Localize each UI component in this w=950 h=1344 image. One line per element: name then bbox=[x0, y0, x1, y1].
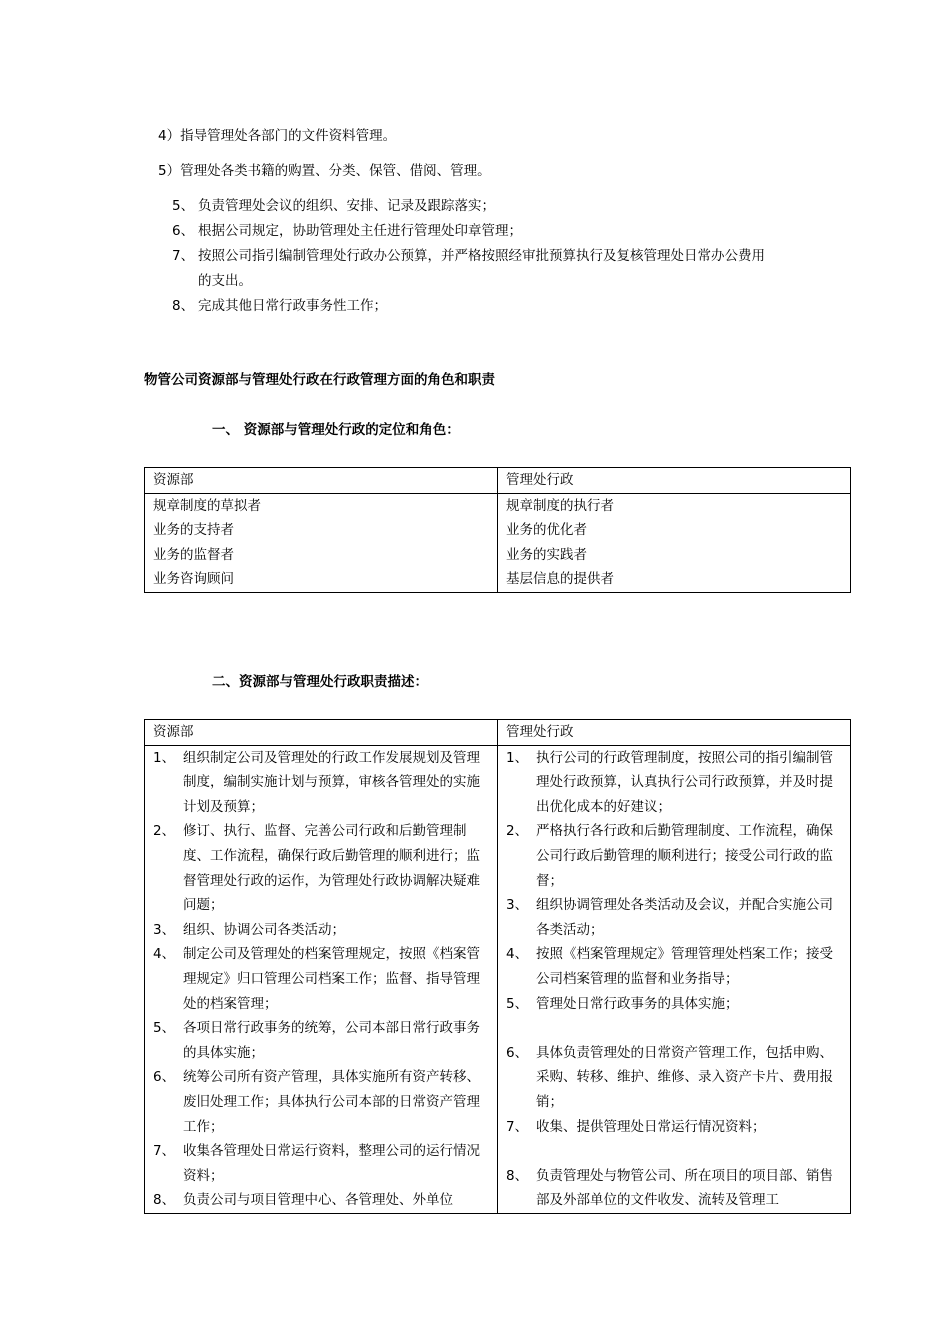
list-item-number: 7、 bbox=[506, 1118, 529, 1135]
intro-item-5 bbox=[158, 159, 491, 184]
list-item-text: 修订、执行、监督、完善公司行政和后勤管理制度、工作流程，确保行政后勤管理的顺利进行；监督管理处行政的运作，为管理处行政协调解决疑难问题； bbox=[183, 823, 480, 914]
list-item bbox=[506, 1041, 846, 1115]
duty-item-text: 完成其他日常行政事务性工作； bbox=[198, 298, 387, 314]
table-header-cell: 管理处行政 bbox=[498, 468, 851, 494]
list-item bbox=[506, 819, 846, 893]
list-item-number: 4、 bbox=[506, 946, 529, 963]
list-item-text: 各项日常行政事务的统筹，公司本部日常行政事务的具体实施； bbox=[183, 1020, 480, 1061]
duty-item-5 bbox=[172, 194, 495, 219]
list-item bbox=[153, 942, 493, 1016]
list-item bbox=[153, 746, 493, 820]
table-cell: 业务咨询顾问 bbox=[145, 567, 498, 592]
left-duties-cell bbox=[145, 745, 498, 1213]
list-item bbox=[506, 942, 846, 991]
list-item bbox=[153, 1139, 493, 1188]
intro-item-text: 管理处各类书籍的购置、分类、保管、借阅、管理。 bbox=[180, 163, 491, 179]
part1-title: 一、 资源部与管理处行政的定位和角色： bbox=[212, 422, 460, 438]
table-cell: 业务的优化者 bbox=[498, 518, 851, 543]
list-item-text: 统筹公司所有资产管理，具体实施所有资产转移、废旧处理工作；具体执行公司本部的日常资产管理工作； bbox=[183, 1069, 480, 1135]
list-item-text: 执行公司的行政管理制度，按照公司的指引编制管理处行政预算，认真执行公司行政预算，并及时提出优化成本的好建议； bbox=[536, 749, 833, 815]
duty-item-7 bbox=[172, 244, 765, 269]
duty-item-number: 5、 bbox=[172, 198, 195, 214]
list-item bbox=[153, 1016, 493, 1065]
duty-item-text: 负责管理处会议的组织、安排、记录及跟踪落实； bbox=[198, 198, 495, 214]
table-header-cell: 管理处行政 bbox=[498, 720, 851, 746]
list-item bbox=[506, 992, 846, 1017]
table-row bbox=[145, 745, 851, 1213]
list-item-number: 8、 bbox=[153, 1192, 176, 1209]
list-item bbox=[153, 1188, 493, 1213]
list-item-text: 按照《档案管理规定》管理管理处档案工作；接受公司档案管理的监督和业务指导； bbox=[536, 946, 833, 987]
list-item-number: 3、 bbox=[153, 921, 176, 938]
list-item-number: 5、 bbox=[153, 1020, 176, 1037]
list-item-number: 1、 bbox=[506, 749, 529, 766]
table-header-cell: 资源部 bbox=[145, 468, 498, 494]
list-item-number: 5、 bbox=[506, 995, 529, 1012]
list-item-number: 2、 bbox=[506, 823, 529, 840]
section-title: 物管公司资源部与管理处行政在行政管理方面的角色和职责 bbox=[144, 372, 495, 388]
duty-item-text: 的支出。 bbox=[198, 273, 252, 289]
table-row bbox=[145, 493, 851, 518]
table-row bbox=[145, 518, 851, 543]
list-item-number: 6、 bbox=[506, 1044, 529, 1061]
duty-item-text: 根据公司规定，协助管理处主任进行管理处印章管理； bbox=[198, 223, 522, 239]
table-cell: 业务的实践者 bbox=[498, 543, 851, 568]
duty-item-7-continuation bbox=[198, 269, 252, 294]
blank-line bbox=[506, 1139, 846, 1164]
duty-item-number: 8、 bbox=[172, 298, 195, 314]
right-duties-cell bbox=[498, 745, 851, 1213]
list-item-number: 7、 bbox=[153, 1143, 176, 1160]
list-item-text: 组织协调管理处各类活动及会议，并配合实施公司各类活动； bbox=[536, 897, 833, 938]
table-header-row bbox=[145, 720, 851, 746]
table-row bbox=[145, 567, 851, 592]
list-item-text: 收集各管理处日常运行资料，整理公司的运行情况资料； bbox=[183, 1143, 480, 1184]
intro-item-4 bbox=[158, 124, 396, 149]
list-item bbox=[153, 918, 493, 943]
duties-table bbox=[144, 719, 851, 1214]
list-item-text: 管理处日常行政事务的具体实施； bbox=[536, 995, 739, 1012]
duty-item-6 bbox=[172, 219, 522, 244]
table-cell: 业务的支持者 bbox=[145, 518, 498, 543]
list-item-number: 4、 bbox=[153, 946, 176, 963]
list-item-text: 制定公司及管理处的档案管理规定，按照《档案管理规定》归口管理公司档案工作；监督、指导管理处的档案管理； bbox=[183, 946, 480, 1012]
intro-item-number: 4） bbox=[158, 128, 181, 144]
list-item-text: 收集、提供管理处日常运行情况资料； bbox=[536, 1118, 766, 1135]
table-header-cell: 资源部 bbox=[145, 720, 498, 746]
list-item bbox=[506, 1164, 846, 1213]
list-item-number: 2、 bbox=[153, 823, 176, 840]
list-item bbox=[506, 746, 846, 820]
list-item-text: 负责管理处与物管公司、所在项目的项目部、销售部及外部单位的文件收发、流转及管理工 bbox=[536, 1167, 833, 1209]
list-item-text: 具体负责管理处的日常资产管理工作，包括申购、采购、转移、维护、维修、录入资产卡片、费用报销； bbox=[536, 1044, 833, 1110]
duty-item-number: 7、 bbox=[172, 248, 195, 264]
table-cell: 规章制度的草拟者 bbox=[145, 493, 498, 518]
table-cell: 业务的监督者 bbox=[145, 543, 498, 568]
list-item-number: 3、 bbox=[506, 897, 529, 914]
table-header-row bbox=[145, 468, 851, 494]
duty-item-number: 6、 bbox=[172, 223, 195, 239]
list-item-number: 8、 bbox=[506, 1167, 529, 1184]
duty-item-text: 按照公司指引编制管理处行政办公预算，并严格按照经审批预算执行及复核管理处日常办公费用 bbox=[198, 248, 765, 264]
list-item-number: 6、 bbox=[153, 1069, 176, 1086]
list-item-number: 1、 bbox=[153, 749, 176, 766]
intro-item-text: 指导管理处各部门的文件资料管理。 bbox=[180, 128, 397, 144]
list-item-text: 负责公司与项目管理中心、各管理处、外单位 bbox=[183, 1192, 453, 1209]
list-item bbox=[153, 1065, 493, 1139]
table-cell: 基层信息的提供者 bbox=[498, 567, 851, 592]
table-row bbox=[145, 543, 851, 568]
duty-item-8 bbox=[172, 294, 387, 319]
intro-item-number: 5） bbox=[158, 163, 181, 179]
table-cell: 规章制度的执行者 bbox=[498, 493, 851, 518]
part2-title: 二、资源部与管理处行政职责描述： bbox=[212, 674, 428, 690]
roles-table bbox=[144, 467, 851, 593]
blank-line bbox=[506, 1016, 846, 1041]
list-item bbox=[506, 893, 846, 942]
list-item bbox=[153, 819, 493, 917]
list-item-text: 严格执行各行政和后勤管理制度、工作流程，确保公司行政后勤管理的顺利进行；接受公司行政的监督； bbox=[536, 823, 833, 889]
list-item-text: 组织、协调公司各类活动； bbox=[183, 921, 345, 938]
list-item bbox=[506, 1115, 846, 1140]
list-item-text: 组织制定公司及管理处的行政工作发展规划及管理制度，编制实施计划与预算，审核各管理处的实施计划及预算； bbox=[183, 749, 480, 815]
